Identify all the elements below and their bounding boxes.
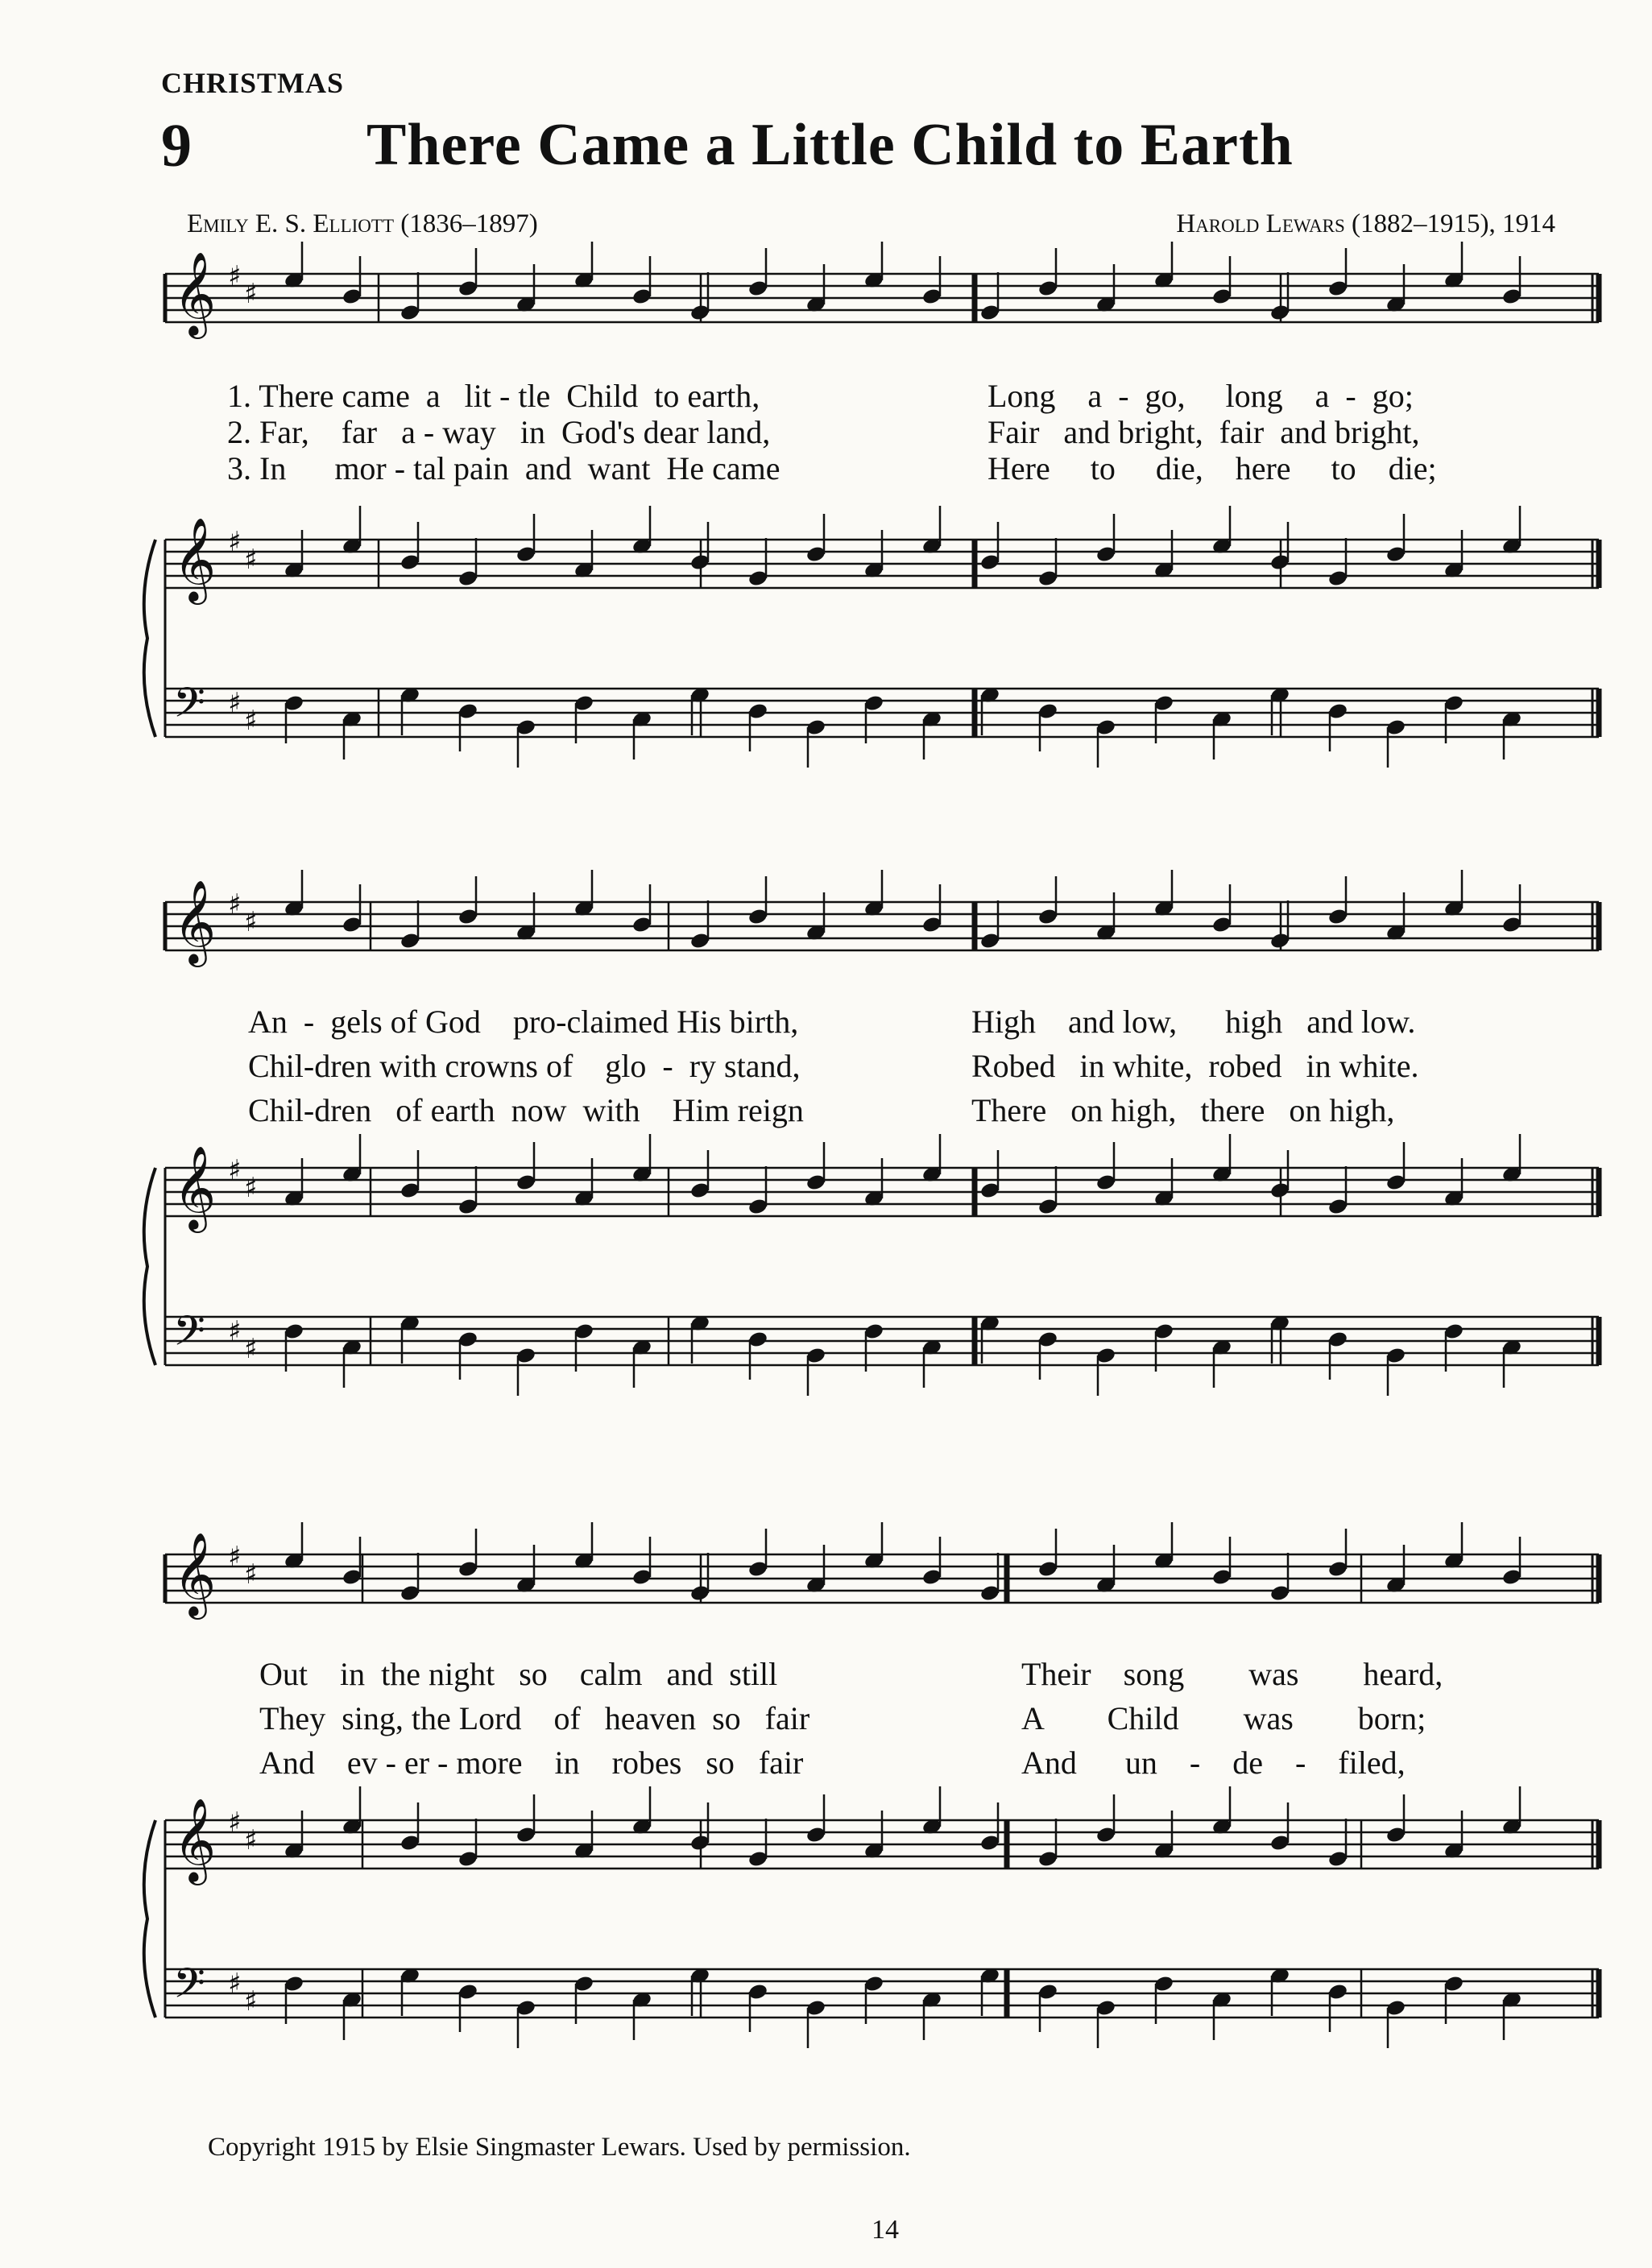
lyric-line: Robed in white, robed in white. xyxy=(971,1048,1419,1084)
lyric-line: Out in the night so calm and still xyxy=(259,1656,778,1692)
music-system-2 xyxy=(0,870,1652,1466)
staff-group xyxy=(144,870,1599,1396)
lyric-line: 3. In mor - tal pain and want He came xyxy=(227,450,780,486)
sharp-icon: ♯ xyxy=(228,687,242,719)
copyright-notice: Copyright 1915 by Elsie Singmaster Lewars. Used by permission. xyxy=(208,2133,911,2162)
lyric-line: 2. Far, far a - way in God's dear land, xyxy=(227,414,771,450)
treble-clef-icon: 𝄞 xyxy=(173,1532,217,1616)
sharp-icon: ♯ xyxy=(244,278,258,310)
sharp-icon: ♯ xyxy=(244,1558,258,1591)
sharp-icon: ♯ xyxy=(228,1541,242,1573)
staff-group xyxy=(144,242,1599,768)
lyric-line: Here to die, here to die; xyxy=(987,450,1437,486)
music-system-1 xyxy=(0,242,1652,805)
music-credit: Harold Lewars (1882–1915), 1914 xyxy=(1176,209,1555,238)
treble-clef-icon: 𝄞 xyxy=(173,1798,217,1882)
lyric-line: There on high, there on high, xyxy=(971,1092,1395,1128)
hymn-title: There Came a Little Child to Earth xyxy=(366,112,1294,178)
sharp-icon: ♯ xyxy=(244,1333,258,1365)
words-credit: Emily E. S. Elliott (1836–1897) xyxy=(187,209,538,238)
sharp-icon: ♯ xyxy=(228,1154,242,1186)
sharp-icon: ♯ xyxy=(228,1315,242,1347)
sharp-icon: ♯ xyxy=(228,888,242,921)
lyric-line: And un - de - filed, xyxy=(1021,1744,1406,1781)
sharp-icon: ♯ xyxy=(228,526,242,558)
sharp-icon: ♯ xyxy=(228,1968,242,2000)
brace-icon xyxy=(144,1820,155,2018)
bass-clef-icon: 𝄢 xyxy=(173,678,205,737)
brace-icon xyxy=(144,540,155,737)
lyric-line: Chil-dren of earth now with Him reign xyxy=(248,1092,804,1128)
lyric-line: High and low, high and low. xyxy=(971,1004,1416,1040)
page-number: 14 xyxy=(872,2215,899,2245)
lyric-line: A Child was born; xyxy=(1021,1700,1426,1736)
lyric-line: And ev - er - more in robes so fair xyxy=(259,1744,804,1781)
sharp-icon: ♯ xyxy=(228,260,242,292)
treble-clef-icon: 𝄞 xyxy=(173,251,217,336)
score-system-2 xyxy=(0,870,1652,1466)
bass-clef-icon: 𝄢 xyxy=(173,1306,205,1365)
sharp-icon: ♯ xyxy=(244,1985,258,2018)
sharp-icon: ♯ xyxy=(244,906,258,938)
music-system-3 xyxy=(0,1522,1652,2118)
hymn-number: 9 xyxy=(161,112,192,180)
sharp-icon: ♯ xyxy=(244,705,258,737)
lyric-line: Long a - go, long a - go; xyxy=(987,378,1414,414)
sharp-icon: ♯ xyxy=(244,1172,258,1204)
lyric-line: Fair and bright, fair and bright, xyxy=(987,414,1420,450)
treble-clef-icon: 𝄞 xyxy=(173,517,217,602)
score-system-3 xyxy=(0,1522,1652,2118)
lyric-line: An - gels of God pro-claimed His birth, xyxy=(248,1004,799,1040)
score-system-1 xyxy=(0,242,1652,805)
sharp-icon: ♯ xyxy=(228,1807,242,1839)
lyric-line: 1. There came a lit - tle Child to earth, xyxy=(227,378,760,414)
treble-clef-icon: 𝄞 xyxy=(173,879,217,964)
lyric-line: They sing, the Lord of heaven so fair xyxy=(259,1700,810,1736)
treble-clef-icon: 𝄞 xyxy=(173,1145,217,1230)
brace-icon xyxy=(144,1168,155,1365)
section-label: CHRISTMAS xyxy=(161,67,345,99)
lyric-line: Their song was heard, xyxy=(1021,1656,1443,1692)
staff-group xyxy=(144,1522,1599,2048)
sharp-icon: ♯ xyxy=(244,1824,258,1856)
bass-clef-icon: 𝄢 xyxy=(173,1959,205,2018)
sharp-icon: ♯ xyxy=(244,544,258,576)
lyric-line: Chil-dren with crowns of glo - ry stand, xyxy=(248,1048,801,1084)
